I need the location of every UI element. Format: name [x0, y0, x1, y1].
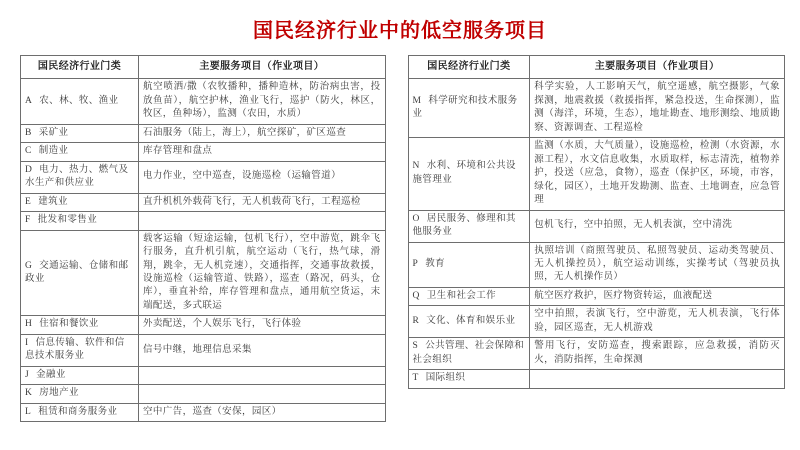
industry-category-label: 公共管理、社会保障和社会组织 [412, 341, 525, 365]
industry-category-label: 采矿业 [38, 127, 69, 138]
table-row-D [21, 161, 386, 193]
industry-code: B [25, 127, 32, 138]
industry-code: O [412, 213, 420, 224]
table-row-J [21, 366, 386, 384]
services-cell: 直升机机外载荷飞行，无人机载荷飞行，工程巡检 [138, 193, 385, 211]
industry-code: T [412, 373, 419, 384]
table-row-R [408, 306, 784, 338]
table-row-M [408, 79, 784, 138]
services-cell: 执照培训（商照驾驶员、私照驾驶员、运动类驾驶员、无人机操控员），航空运动训练，实操考试（驾驶员执照，无人机操作员） [530, 242, 785, 287]
industry-category-label: 住宿和餐饮业 [39, 319, 99, 330]
table-row-F [21, 212, 386, 230]
industry-category-label: 水利、环境和公共设施管理业 [412, 161, 516, 185]
industry-code: A [25, 95, 33, 106]
services-cell: 信号中继，地理信息采集 [138, 334, 385, 366]
services-cell [530, 370, 785, 388]
industry-category-cell [21, 143, 139, 161]
column-header-category: 国民经济行业门类 [408, 56, 530, 79]
industry-category-cell [21, 193, 139, 211]
table-row-I [21, 334, 386, 366]
industry-table-right [408, 55, 785, 389]
industry-code: E [25, 196, 32, 207]
services-cell: 外卖配送，个人娱乐飞行，飞行体验 [138, 316, 385, 334]
industry-code: F [25, 215, 31, 226]
industry-category-cell [408, 338, 530, 370]
industry-category-label: 卫生和社会工作 [426, 290, 497, 301]
industry-category-cell [21, 161, 139, 193]
services-cell [138, 212, 385, 230]
industry-category-cell [21, 403, 139, 421]
page-title: 国民经济行业中的低空服务项目 [253, 20, 547, 42]
column-header-services: 主要服务项目（作业项目） [530, 56, 785, 79]
industry-category-cell [21, 316, 139, 334]
industry-table-left [20, 55, 386, 422]
table-row-P [408, 242, 784, 287]
services-cell: 航空医疗救护，医疗物资转运，血液配送 [530, 287, 785, 305]
industry-category-cell [21, 334, 139, 366]
services-cell: 石油服务（陆上，海上），航空探矿，矿区巡查 [138, 124, 385, 142]
industry-code: Q [412, 290, 420, 301]
services-cell: 航空喷洒/撒（农牧播种，播种造林，防治病虫害，投放鱼苗），航空护林，渔业飞行，巡护（防火，林区，牧区，鱼种场），监测（农田，水质） [138, 79, 385, 124]
industry-code: D [25, 164, 33, 175]
industry-category-cell [21, 230, 139, 316]
industry-category-label: 教育 [425, 259, 446, 269]
services-cell: 载客运输（短途运输，包机飞行），空中游览，跳伞飞行服务，直升机引航，航空运动（飞行，热气球，滑翔，跳伞，无人机竞速），交通指挥，交通事故救援，设施巡检（运输管道、铁路），巡查（路况，码头，仓库），垂直补给，库存管理和盘点，通用航空货运，末端配送，多式联运 [138, 230, 385, 316]
services-cell: 空中拍照，表演飞行，空中游览，无人机表演，飞行体验，园区巡查，无人机游戏 [530, 306, 785, 338]
industry-category-label: 制造业 [38, 146, 69, 157]
industry-code: L [25, 406, 32, 417]
industry-category-label: 科学研究和技术服务业 [412, 95, 518, 120]
column-header-category: 国民经济行业门类 [21, 56, 139, 79]
table-row-O [408, 210, 784, 242]
services-cell: 包机飞行，空中拍照，无人机表演，空中清洗 [530, 210, 785, 242]
services-cell: 监测（水质，大气质量），设施巡检，检测（水资源，水源工程），水文信息收集，水质取样，标志清洗，植物养护，投送（应急，食物），巡查（保护区，环境，市容，绿化，园区），土地开发勘测、监查、土地调查，应急管理 [530, 138, 785, 210]
industry-category-label: 建筑业 [38, 196, 68, 207]
table-row-S [408, 338, 784, 370]
table-row-C [21, 143, 386, 161]
industry-category-cell [21, 212, 139, 230]
services-cell [138, 385, 385, 403]
industry-category-label: 信息传输、软件和信息技术服务业 [25, 337, 125, 362]
industry-category-cell [408, 370, 530, 388]
industry-category-cell [408, 287, 530, 305]
table-row-G [21, 230, 386, 316]
industry-category-cell [408, 306, 530, 338]
industry-category-cell [408, 210, 530, 242]
table-row-E [21, 193, 386, 211]
table-row-N [408, 138, 784, 210]
industry-category-label: 租赁和商务服务业 [38, 406, 118, 417]
industry-category-label: 国际组织 [425, 373, 466, 384]
industry-code: N [412, 161, 420, 172]
industry-category-label: 金融业 [36, 369, 66, 380]
industry-category-label: 房地产业 [39, 388, 79, 399]
industry-code: M [412, 95, 422, 106]
services-cell: 空中广告，巡查（安保，园区） [138, 403, 385, 421]
industry-code: K [25, 388, 33, 399]
header-row [408, 56, 784, 79]
table-row-L [21, 403, 386, 421]
industry-category-label: 交通运输、仓储和邮政业 [25, 260, 129, 284]
industry-code: S [412, 341, 419, 352]
tables-container [0, 43, 800, 422]
table-row-T [408, 370, 784, 388]
column-header-services: 主要服务项目（作业项目） [138, 56, 385, 79]
services-cell: 科学实验，人工影响天气，航空遥感，航空摄影，气象探测，地震救援（救援指挥，紧急投送，生命探测），监测（海洋，环境，生态），地址勘查、地形测绘、地质勘察、资源调查、工程巡检 [530, 79, 785, 138]
industry-category-cell [21, 366, 139, 384]
services-cell: 警用飞行，安防巡查，搜索跟踪，应急救援，消防灭火，消防指挥，生命探测 [530, 338, 785, 370]
industry-category-label: 文化、体育和娱乐业 [426, 316, 516, 327]
industry-category-label: 农、林、牧、渔业 [39, 95, 119, 106]
industry-category-cell [408, 138, 530, 210]
industry-category-label: 电力、热力、燃气及水生产和供应业 [25, 164, 129, 189]
header-row [21, 56, 386, 79]
industry-category-cell [408, 79, 530, 138]
industry-category-cell [21, 385, 139, 403]
services-cell: 库存管理和盘点 [138, 143, 385, 161]
table-row-A [21, 79, 386, 124]
industry-code: I [25, 337, 29, 348]
table-row-H [21, 316, 386, 334]
industry-code: C [25, 146, 32, 157]
industry-code: H [25, 319, 33, 330]
table-row-Q [408, 287, 784, 305]
services-cell: 电力作业，空中巡查，设施巡检（运输管道） [138, 161, 385, 193]
industry-category-cell [408, 242, 530, 287]
industry-category-label: 批发和零售业 [37, 215, 98, 226]
industry-category-label: 居民服务、修理和其他服务业 [412, 213, 516, 238]
industry-code: R [412, 316, 420, 327]
industry-category-cell [21, 124, 139, 142]
industry-category-cell [21, 79, 139, 124]
services-cell [138, 366, 385, 384]
industry-code: J [25, 369, 30, 380]
table-row-B [21, 124, 386, 142]
table-row-K [21, 385, 386, 403]
industry-code: P [412, 259, 419, 269]
industry-code: G [25, 260, 33, 271]
